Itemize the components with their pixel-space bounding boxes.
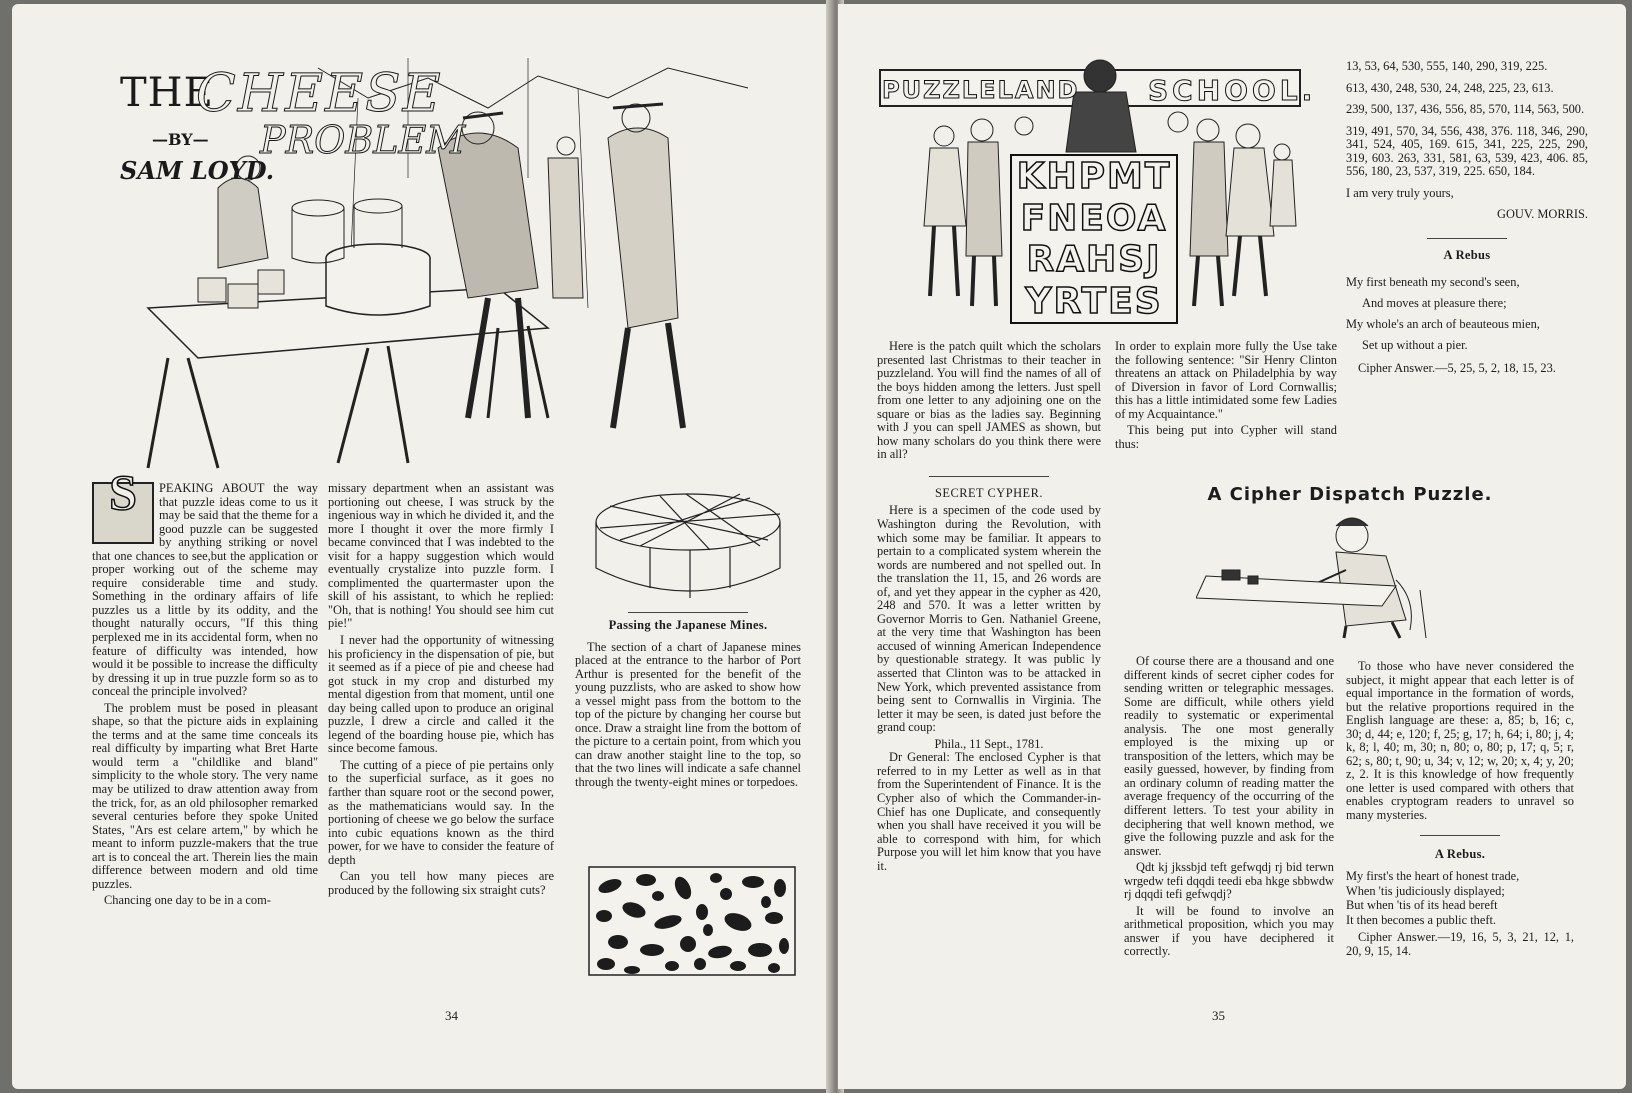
verse-line: My first's the heart of honest trade,: [1346, 869, 1520, 884]
page-number-right: 35: [1212, 1008, 1225, 1023]
verse-line: When 'tis judiciously displayed;: [1346, 883, 1505, 898]
title-by: —BY—: [152, 130, 209, 149]
divider: [1427, 238, 1507, 239]
title-cheese: CHEESE: [196, 64, 443, 124]
mines-caption: Passing the Japanese Mines.: [608, 618, 768, 632]
quilt-row: KHPMT: [1016, 156, 1172, 198]
rebus-title: A Rebus: [1443, 247, 1491, 262]
paragraph: In order to explain more fully the Use take the following sentence: "Sir Henry Clinton threatens an attack on Philadelphia by way of Diversion in favor of Lord Cornwallis; this has a little intimidated some few Ladies of my Acquaintance.": [1115, 339, 1337, 421]
closing: I am very truly yours,: [1346, 185, 1454, 200]
paragraph: The cutting of a piece of pie pertains only to the superficial surface, as it goes no farther than square root or the second power, as the mathematicians would say. In the portioning of cheese we go below the surface into cubic equations known as the third power, for we have to consider the feature of depth: [328, 757, 554, 867]
paragraph: Here is a specimen of the code used by Washington during the Revolution, with which some may be familiar. It appears to pertain to a complicated system wherein the words are numbered and not spelled out. In the translation the 11, 15, and 26 words are of, and yet they appear in the cypher as 420, 248 and 570. It was a letter written by Governor Morris to Gen. Nathaniel Greene, at the very time that Washington has been accused of winning American Independence by questionable strategy. It was public ly asserted that Clinton was to be attacked in New York, which prevented assistance from being sent to Cornwallis in Virginia. The letter it may be seen, is dated just before the grand coup:: [877, 503, 1101, 735]
verse-line: Set up without a pier.: [1362, 338, 1468, 353]
signature: GOUV. MORRIS.: [1497, 207, 1588, 222]
paragraph: Here is the patch quilt which the scholars presented last Christmas to their teacher in puzzleland. You will find the names of all of the boys hidden among the letters. Just spell from one letter to any adjoining one on the square or bias as the ladies say. Beginning with J you can spell JAMES as shown, but how many scholars do you think there were in all?: [877, 339, 1101, 462]
rebus-title: A Rebus.: [1434, 846, 1486, 861]
verse-line: My first beneath my second's seen,: [1346, 275, 1520, 290]
verse-line: And moves at pleasure there;: [1362, 296, 1507, 311]
drop-cap: S: [92, 482, 154, 544]
cypher-column: [1346, 60, 1588, 379]
paragraph: It will be found to involve an arithmetical proposition, which you may answer if you have deciphered it correctly.: [1124, 903, 1334, 959]
quilt-row: FNEOA: [1020, 197, 1168, 239]
article-title: [120, 64, 466, 194]
rebus-verse: [1346, 869, 1574, 927]
cipher-puzzle-text: Qdt kj jkssbjd teft gefwqdj rj bid terwn wrgedw tefi dqqdi teedi eba hkge sbbwdw rj dqqdi tefi gefwqdj?: [1124, 860, 1334, 902]
banner-left: PUZZLELAND: [882, 76, 1080, 104]
paragraph: To those who have never considered the subject, it might appear that each letter is of equal importance in the formation of words, but the relative proportions required in the English language are these: a, 85; b, 16; c, 30; d, 44; e, 120; f, 25; g, 17; h, 64; i, 80; j, 4; k, 8; l, 40; m, 30; n, 80; o, 80; p, 17; q, 5; r, 62; s, 80; t, 90; u, 34; v, 12; w, 20; x, 4; y, 20; z, 2. It is this knowledge of how frequently one letter is used compared with others that enables cryptogram readers to unravel so many mysteries.: [1346, 659, 1574, 823]
left-column-1: [92, 464, 318, 911]
right-column-2: [1115, 340, 1337, 454]
paragraph: Of course there are a thousand and one different kinds of secret cipher codes for sending written or telegraphic messages. Some are difficult, while others yield readily to systematic or experimental analysis. The one most generally employed is the mixing up or transposition of the letters, which may be easily guessed, however, by finding from an ordinary column of reading matter the average frequency of the occurring of the different letters. To test your ability in deciphering that well known method, we give the following puzzle and ask for the answer.: [1124, 654, 1334, 858]
secret-cypher-heading: SECRET CYPHER.: [935, 485, 1043, 500]
quilt-row: YRTES: [1025, 280, 1163, 322]
verse-line: My whole's an arch of beauteous mien,: [1346, 317, 1540, 332]
verse-line: It then becomes a public theft.: [1346, 912, 1497, 927]
divider: [929, 476, 1049, 477]
title-problem: PROBLEM: [260, 118, 466, 162]
paragraph: I never had the opportunity of witnessing his proficiency in the dispensation of pie, but it seemed as if a piece of pie and cheese had got stuck in my crop and disturbed my mental digestion from that moment, until one day being called upon to produce an original puzzle, I drew a circle and called it the legend of the boarding house pie, which has since become famous.: [328, 633, 554, 756]
paragraph: The section of a chart of Japanese mines placed at the entrance to the harbor of Port Arthur is presented for the benefit of the young puzzlists, who are asked to show how a vessel might pass from the bottom to the top of the picture by changing her course but once. Draw a straight line from the bottom of the picture to a certain point, from which you can draw another staight line to the top, so that the two lines will indicate a safe channel through the twenty-eight mines or torpedoes.: [575, 639, 801, 790]
page-number-left: 34: [445, 1008, 458, 1023]
verse-line: But when 'tis of its head bereft: [1346, 898, 1498, 913]
banner-right: SCHOOL.: [1148, 74, 1317, 107]
paragraph: This being put into Cypher will stand thus:: [1115, 423, 1337, 451]
dispatch-column-2: [1346, 660, 1574, 961]
title-the: THE: [120, 70, 214, 116]
left-column-2: [328, 482, 554, 900]
cypher-line: 239, 500, 137, 436, 556, 85, 570, 114, 563, 500.: [1346, 102, 1585, 117]
title-author: SAM LOYD.: [120, 156, 275, 185]
puzzleland-illustration: [878, 56, 1317, 324]
letter-text: Dr General: The enclosed Cypher is that referred to in my Letter as well as in that from the Superintendent of Finance. It is the Cypher also of which the Commander-in-Chief has one Duplicate, and consequently when you shall have received it you will be able to correspond with him, for which Purpose you will let him know that you have it.: [877, 750, 1101, 873]
paragraph: Can you tell how many pieces are produced by the following six straight cuts?: [328, 869, 554, 897]
cheese-cut-diagram: [590, 488, 786, 602]
paragraph: Chancing one day to be in a com-: [104, 893, 271, 908]
letter-quilt: [1010, 154, 1178, 324]
paragraph: missary department when an assistant was portioning out cheese, I was struck by the ingenious way in which he divided it, and the more I thought it over the more firmly I became convinced that I was indebted to the visit for a happy suggestion which would eventually crystalize into puzzle form. I complimented the quartermaster upon the skill of his assistant, to which he replied: "Oh, that is nothing! You should see him cut pie!": [328, 481, 554, 631]
left-column-3: [575, 606, 801, 793]
paragraph: The problem must be posed in pleasant shape, so that the picture aids in explaining the terms and at the same time conceals its real difficulty by imparting what Bret Harte would term a "childlike and bland" simplicity to the whole story. The very name may be utilized to draw attention away from the trick, for, as an old philosopher remarked several centuries before they spoke United States, "Ars est celare artem," by which he meant to inform puzzle-makers that the true art is to conceal the art. Therein lies the main difference between modern and old time puzzles.: [92, 700, 318, 891]
right-column-1: [877, 340, 1101, 876]
divider: [628, 612, 748, 613]
dateline: Phila., 11 Sept., 1781.: [934, 736, 1044, 751]
cypher-line: 13, 53, 64, 530, 555, 140, 290, 319, 225.: [1346, 59, 1548, 73]
telegraph-illustration: [1196, 510, 1432, 640]
rebus-answer: Cipher Answer.—5, 25, 5, 2, 18, 15, 23.: [1358, 361, 1556, 376]
rebus-verse: [1346, 272, 1588, 356]
mines-chart: [588, 866, 796, 976]
cypher-line: 613, 430, 248, 530, 24, 248, 225, 23, 613.: [1346, 80, 1554, 95]
quilt-row: RAHSJ: [1026, 239, 1162, 281]
cypher-line: 319, 491, 570, 34, 556, 438, 376. 118, 346, 290, 341, 524, 405, 169. 615, 341, 225, 225, 290, 319, 603. 263, 331, 581, 63, 539, 423, 406. 85, 556, 180, 23, 537, 319, 225. 650, 184.: [1346, 123, 1588, 179]
dispatch-column-1: [1124, 655, 1334, 962]
paragraph: PEAKING ABOUT the way that puzzle ideas come to us it may be said that the theme for a good puzzle can be suggested by anything striking or novel that one chances to see,but the application or proper working out of the scheme may require considerable time and study. Something in the ordinary affairs of life puzzles us a little by its oddity, and the thought naturally occurs, "If this thing perplexed me in its accidental form, when no feature of difficulty was intended, how would it be possible to increase the difficulty by dressing it up in true puzzle form so as to conceal the principle involved?: [92, 481, 318, 699]
rebus-answer: Cipher Answer.—19, 16, 5, 3, 21, 12, 1, 20, 9, 15, 14.: [1346, 930, 1574, 958]
dispatch-heading: A Cipher Dispatch Puzzle.: [1207, 484, 1493, 505]
divider: [1420, 835, 1500, 836]
